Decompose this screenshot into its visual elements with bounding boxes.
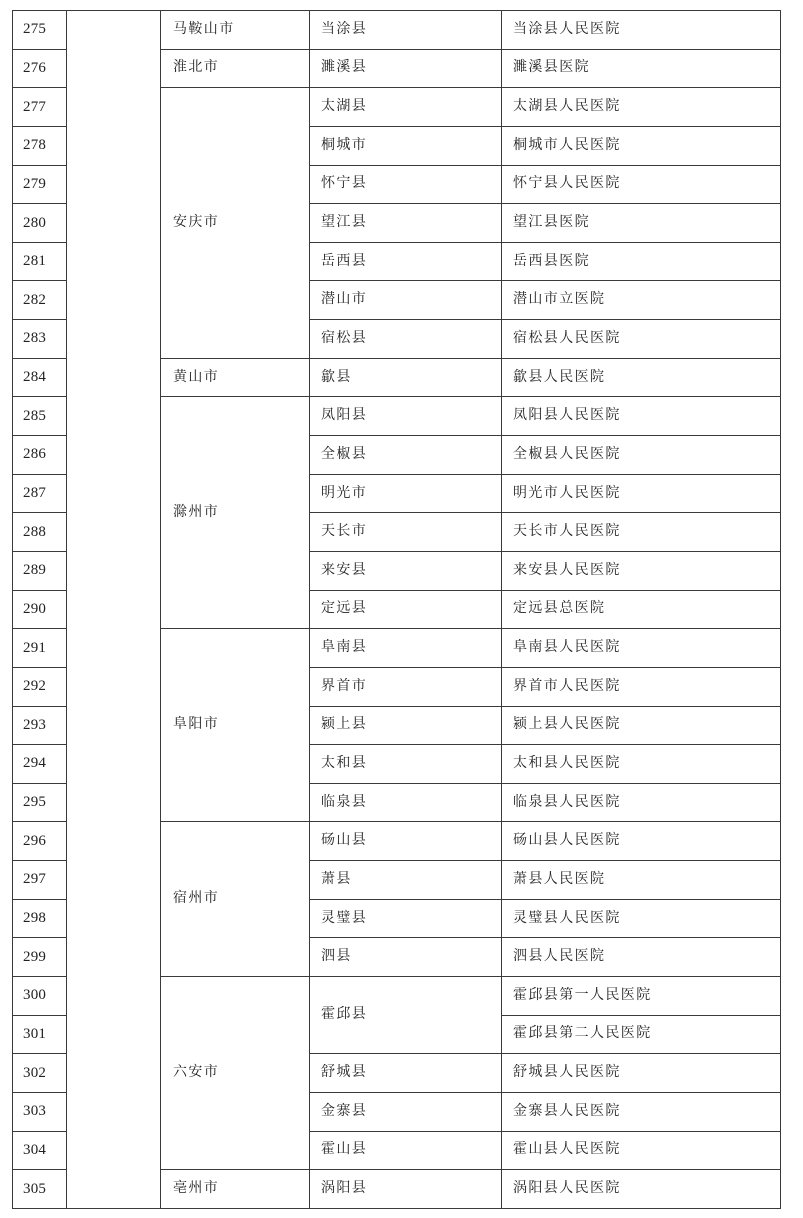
hospital-cell: 来安县人民医院: [502, 551, 781, 590]
row-number-cell: 299: [13, 938, 67, 977]
city-cell: 黄山市: [161, 358, 310, 397]
hospital-cell: 怀宁县人民医院: [502, 165, 781, 204]
county-cell: 怀宁县: [310, 165, 502, 204]
hospital-cell: 霍山县人民医院: [502, 1131, 781, 1170]
hospital-cell: 界首市人民医院: [502, 667, 781, 706]
county-cell: 明光市: [310, 474, 502, 513]
county-cell: 全椒县: [310, 436, 502, 475]
hospital-table: [12, 10, 781, 1209]
table-body: [13, 11, 781, 1209]
row-number-cell: 289: [13, 551, 67, 590]
hospital-cell: 金寨县人民医院: [502, 1092, 781, 1131]
row-number-cell: 292: [13, 667, 67, 706]
county-cell: 桐城市: [310, 126, 502, 165]
county-cell: 岳西县: [310, 242, 502, 281]
county-cell: 萧县: [310, 861, 502, 900]
county-cell: 歙县: [310, 358, 502, 397]
hospital-cell: 桐城市人民医院: [502, 126, 781, 165]
county-cell: 霍邱县: [310, 977, 502, 1054]
county-cell: 定远县: [310, 590, 502, 629]
county-cell: 天长市: [310, 513, 502, 552]
city-cell: 滁州市: [161, 397, 310, 629]
row-number-cell: 284: [13, 358, 67, 397]
city-cell: 阜阳市: [161, 629, 310, 822]
row-number-cell: 282: [13, 281, 67, 320]
county-cell: 灵璧县: [310, 899, 502, 938]
hospital-cell: 全椒县人民医院: [502, 436, 781, 475]
county-cell: 当涂县: [310, 11, 502, 50]
county-cell: 金寨县: [310, 1092, 502, 1131]
county-cell: 颍上县: [310, 706, 502, 745]
city-cell: 六安市: [161, 977, 310, 1170]
county-cell: 舒城县: [310, 1054, 502, 1093]
county-cell: 太湖县: [310, 88, 502, 127]
row-number-cell: 278: [13, 126, 67, 165]
row-number-cell: 293: [13, 706, 67, 745]
row-number-cell: 295: [13, 783, 67, 822]
county-cell: 泗县: [310, 938, 502, 977]
hospital-cell: 宿松县人民医院: [502, 320, 781, 359]
county-cell: 霍山县: [310, 1131, 502, 1170]
county-cell: 临泉县: [310, 783, 502, 822]
county-cell: 砀山县: [310, 822, 502, 861]
county-cell: 阜南县: [310, 629, 502, 668]
row-number-cell: 283: [13, 320, 67, 359]
hospital-cell: 当涂县人民医院: [502, 11, 781, 50]
row-number-cell: 279: [13, 165, 67, 204]
row-number-cell: 275: [13, 11, 67, 50]
row-number-cell: 286: [13, 436, 67, 475]
row-number-cell: 297: [13, 861, 67, 900]
hospital-cell: 太和县人民医院: [502, 745, 781, 784]
hospital-cell: 砀山县人民医院: [502, 822, 781, 861]
hospital-cell: 灵璧县人民医院: [502, 899, 781, 938]
hospital-cell: 潜山市立医院: [502, 281, 781, 320]
province-cell: [67, 11, 161, 1209]
row-number-cell: 296: [13, 822, 67, 861]
hospital-cell: 颍上县人民医院: [502, 706, 781, 745]
hospital-cell: 天长市人民医院: [502, 513, 781, 552]
county-cell: 濉溪县: [310, 49, 502, 88]
row-number-cell: 277: [13, 88, 67, 127]
city-cell: 淮北市: [161, 49, 310, 88]
row-number-cell: 280: [13, 204, 67, 243]
row-number-cell: 302: [13, 1054, 67, 1093]
county-cell: 太和县: [310, 745, 502, 784]
row-number-cell: 290: [13, 590, 67, 629]
row-number-cell: 291: [13, 629, 67, 668]
hospital-cell: 霍邱县第一人民医院: [502, 977, 781, 1016]
hospital-cell: 歙县人民医院: [502, 358, 781, 397]
county-cell: 望江县: [310, 204, 502, 243]
row-number-cell: 304: [13, 1131, 67, 1170]
hospital-cell: 泗县人民医院: [502, 938, 781, 977]
hospital-cell: 明光市人民医院: [502, 474, 781, 513]
city-cell: 马鞍山市: [161, 11, 310, 50]
row-number-cell: 300: [13, 977, 67, 1016]
hospital-cell: 岳西县医院: [502, 242, 781, 281]
city-cell: 亳州市: [161, 1170, 310, 1209]
county-cell: 来安县: [310, 551, 502, 590]
hospital-cell: 舒城县人民医院: [502, 1054, 781, 1093]
hospital-cell: 霍邱县第二人民医院: [502, 1015, 781, 1054]
row-number-cell: 276: [13, 49, 67, 88]
county-cell: 潜山市: [310, 281, 502, 320]
city-cell: 宿州市: [161, 822, 310, 977]
hospital-cell: 阜南县人民医院: [502, 629, 781, 668]
hospital-cell: 萧县人民医院: [502, 861, 781, 900]
row-number-cell: 301: [13, 1015, 67, 1054]
county-cell: 凤阳县: [310, 397, 502, 436]
row-number-cell: 298: [13, 899, 67, 938]
hospital-cell: 望江县医院: [502, 204, 781, 243]
hospital-cell: 涡阳县人民医院: [502, 1170, 781, 1209]
hospital-cell: 凤阳县人民医院: [502, 397, 781, 436]
hospital-cell: 太湖县人民医院: [502, 88, 781, 127]
table-row: [13, 11, 781, 50]
hospital-cell: 定远县总医院: [502, 590, 781, 629]
county-cell: 宿松县: [310, 320, 502, 359]
row-number-cell: 285: [13, 397, 67, 436]
hospital-cell: 濉溪县医院: [502, 49, 781, 88]
hospital-cell: 临泉县人民医院: [502, 783, 781, 822]
city-cell: 安庆市: [161, 88, 310, 358]
county-cell: 涡阳县: [310, 1170, 502, 1209]
county-cell: 界首市: [310, 667, 502, 706]
row-number-cell: 287: [13, 474, 67, 513]
row-number-cell: 288: [13, 513, 67, 552]
row-number-cell: 305: [13, 1170, 67, 1209]
row-number-cell: 294: [13, 745, 67, 784]
row-number-cell: 281: [13, 242, 67, 281]
row-number-cell: 303: [13, 1092, 67, 1131]
